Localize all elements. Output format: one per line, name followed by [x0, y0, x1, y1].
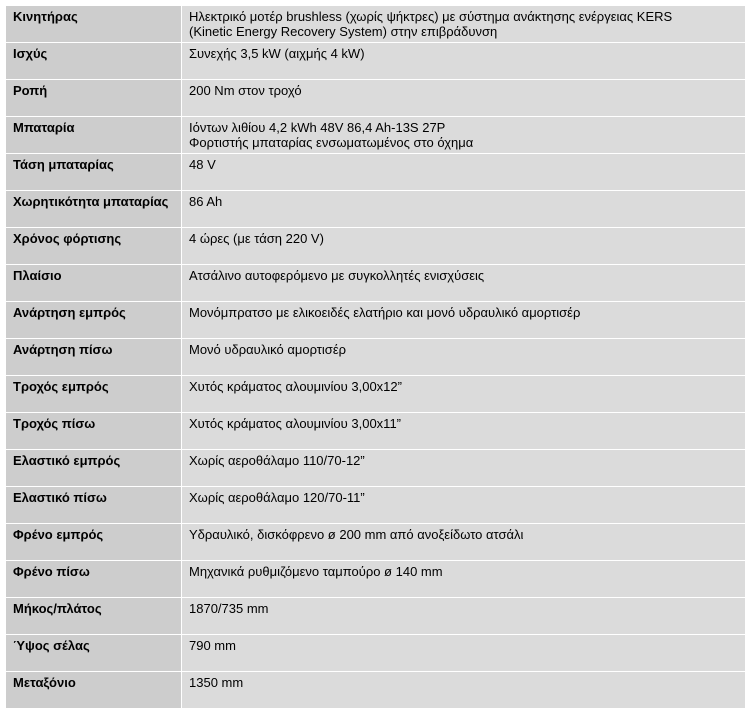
spec-label: Τροχός εμπρός — [6, 376, 182, 413]
spec-table — [5, 5, 746, 709]
spec-label: Ύψος σέλας — [6, 635, 182, 672]
table-row — [6, 6, 746, 43]
table-row — [6, 598, 746, 635]
table-row — [6, 376, 746, 413]
spec-value: Ιόντων λιθίου 4,2 kWh 48V 86,4 Ah-13S 27P Φορτιστής μπαταρίας ενσωματωμένος στο όχημα — [182, 117, 746, 154]
table-row — [6, 413, 746, 450]
spec-value: 48 V — [182, 154, 746, 191]
spec-value: 200 Nm στον τροχό — [182, 80, 746, 117]
spec-value: Μηχανικά ρυθμιζόμενο ταμπούρο ø 140 mm — [182, 561, 746, 598]
spec-label: Ροπή — [6, 80, 182, 117]
spec-value: Χωρίς αεροθάλαμο 110/70-12” — [182, 450, 746, 487]
spec-label: Τάση μπαταρίας — [6, 154, 182, 191]
table-row — [6, 635, 746, 672]
spec-label: Ελαστικό πίσω — [6, 487, 182, 524]
spec-label: Φρένο πίσω — [6, 561, 182, 598]
spec-label: Ισχύς — [6, 43, 182, 80]
table-row — [6, 228, 746, 265]
spec-label: Κινητήρας — [6, 6, 182, 43]
table-row — [6, 524, 746, 561]
table-row — [6, 672, 746, 709]
spec-value: Ηλεκτρικό μοτέρ brushless (χωρίς ψήκτρες) με σύστημα ανάκτησης ενέργειας KERS (Kinetic Energy Recovery System) στην επιβράδυνση — [182, 6, 746, 43]
spec-value: Χυτός κράματος αλουμινίου 3,00x12” — [182, 376, 746, 413]
table-row — [6, 450, 746, 487]
spec-value: Ατσάλινο αυτοφερόμενο με συγκολλητές ενισχύσεις — [182, 265, 746, 302]
spec-value: Συνεχής 3,5 kW (αιχμής 4 kW) — [182, 43, 746, 80]
table-row — [6, 117, 746, 154]
spec-label: Ελαστικό εμπρός — [6, 450, 182, 487]
spec-value: 1870/735 mm — [182, 598, 746, 635]
table-row — [6, 339, 746, 376]
spec-value: 1350 mm — [182, 672, 746, 709]
spec-label: Χρόνος φόρτισης — [6, 228, 182, 265]
table-row — [6, 302, 746, 339]
spec-value: 4 ώρες (με τάση 220 V) — [182, 228, 746, 265]
table-row — [6, 80, 746, 117]
spec-label: Χωρητικότητα μπαταρίας — [6, 191, 182, 228]
table-row — [6, 154, 746, 191]
spec-label: Φρένο εμπρός — [6, 524, 182, 561]
spec-value: 86 Ah — [182, 191, 746, 228]
spec-label: Τροχός πίσω — [6, 413, 182, 450]
spec-label: Ανάρτηση πίσω — [6, 339, 182, 376]
spec-value: Υδραυλικό, δισκόφρενο ø 200 mm από ανοξείδωτο ατσάλι — [182, 524, 746, 561]
spec-value: Μονόμπρατσο με ελικοειδές ελατήριο και μονό υδραυλικό αμορτισέρ — [182, 302, 746, 339]
spec-value: 790 mm — [182, 635, 746, 672]
spec-label: Μήκος/πλάτος — [6, 598, 182, 635]
spec-value: Χωρίς αεροθάλαμο 120/70-11” — [182, 487, 746, 524]
spec-value: Χυτός κράματος αλουμινίου 3,00x11” — [182, 413, 746, 450]
table-row — [6, 43, 746, 80]
table-row — [6, 487, 746, 524]
spec-table-body — [6, 6, 746, 709]
table-row — [6, 191, 746, 228]
table-row — [6, 265, 746, 302]
spec-label: Μεταξόνιο — [6, 672, 182, 709]
spec-label: Ανάρτηση εμπρός — [6, 302, 182, 339]
spec-label: Πλαίσιο — [6, 265, 182, 302]
spec-label: Μπαταρία — [6, 117, 182, 154]
spec-value: Μονό υδραυλικό αμορτισέρ — [182, 339, 746, 376]
table-row — [6, 561, 746, 598]
